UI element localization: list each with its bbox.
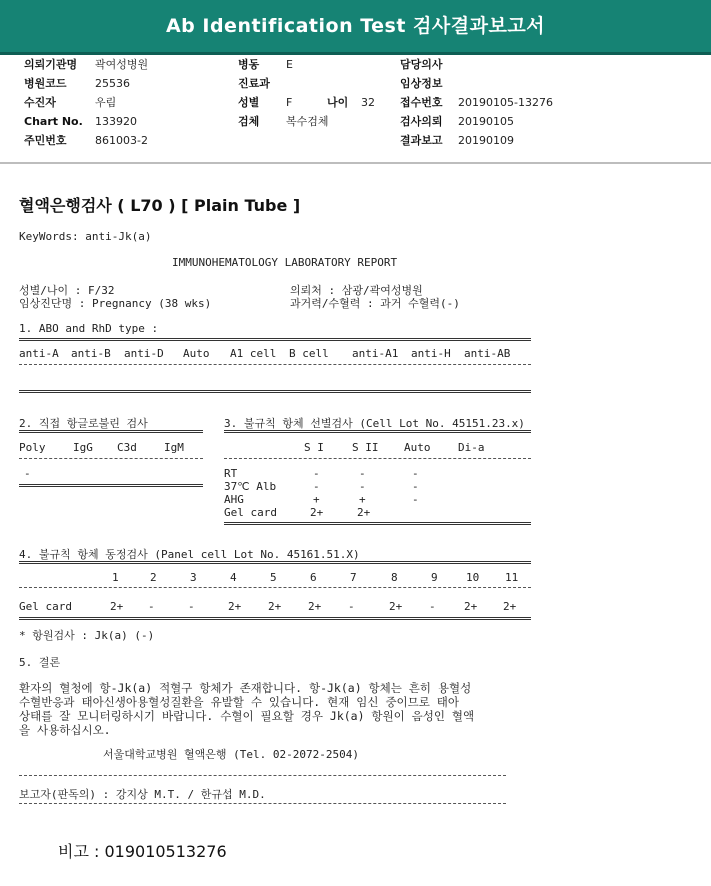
rule	[19, 364, 531, 365]
panel-cell: -	[429, 600, 436, 613]
rule	[224, 430, 531, 433]
screen-header: S II	[352, 441, 379, 454]
rule	[19, 617, 531, 620]
section-3-title: 3. 불규칙 항체 선별검사 (Cell Lot No. 45151.23.x)	[224, 417, 525, 430]
rule	[19, 390, 531, 393]
panel-col-header: 9	[431, 571, 438, 584]
info-label: 의뢰기관명	[24, 58, 78, 71]
divider	[0, 162, 711, 164]
panel-cell: -	[148, 600, 155, 613]
rule	[224, 458, 531, 459]
sex-age: 성별/나이 : F/32	[19, 284, 115, 297]
panel-cell: -	[188, 600, 195, 613]
panel-col-header: 5	[270, 571, 277, 584]
panel-col-header: 10	[466, 571, 480, 584]
dat-header: C3d	[117, 441, 137, 454]
screen-header: S I	[304, 441, 324, 454]
dat-header: IgM	[164, 441, 184, 454]
info-value: 861003-2	[95, 134, 148, 147]
panel-row-label: Gel card	[19, 600, 72, 613]
rule	[224, 522, 531, 525]
abo-header: B cell	[289, 347, 329, 360]
conclusion-line: 수혈반응과 태아신생아용혈성질환을 유발할 수 있습니다. 현재 임신 중이므로 태아	[19, 695, 460, 709]
rule	[19, 587, 531, 588]
panel-cell: 2+	[389, 600, 403, 613]
rule	[19, 803, 506, 804]
info-label: 검사의뢰	[400, 115, 443, 128]
info-value: 133920	[95, 115, 137, 128]
info-label: 접수번호	[400, 96, 443, 109]
panel-cell: 2+	[228, 600, 242, 613]
abo-header: anti-D	[124, 347, 164, 360]
conclusion-line: 상태를 잘 모니터링하시기 바랍니다. 수혈이 필요할 경우 Jk(a) 항원이 음성인 혈액	[19, 709, 475, 723]
screen-cell: -	[359, 467, 366, 480]
page-title: Ab Identification Test 검사결과보고서	[165, 15, 546, 37]
info-value: 20190105	[458, 115, 514, 128]
panel-col-header: 7	[350, 571, 357, 584]
abo-header: Auto	[183, 347, 210, 360]
screen-row-label: RT	[224, 467, 238, 480]
rule	[19, 775, 506, 776]
panel-col-header: 4	[230, 571, 237, 584]
remark: 비고 : 019010513276	[58, 842, 227, 861]
institution: 서울대학교병원 혈액은행 (Tel. 02-2072-2504)	[103, 748, 359, 761]
info-label: 진료과	[238, 77, 270, 90]
info-value: 복수검체	[286, 115, 329, 128]
info-label: 병동	[238, 58, 260, 71]
dat-header: Poly	[19, 441, 46, 454]
section-2-title: 2. 직접 항글로불린 검사	[19, 417, 148, 430]
report-title: 혈액은행검사 ( L70 ) [ Plain Tube ]	[19, 196, 301, 215]
screen-cell: +	[359, 493, 366, 506]
abo-header: anti-H	[411, 347, 451, 360]
abo-header: A1 cell	[230, 347, 277, 360]
screen-cell: -	[313, 467, 320, 480]
rule	[19, 430, 203, 433]
section-5-title: 5. 결론	[19, 656, 61, 669]
section-1-title: 1. ABO and RhD type :	[19, 322, 159, 335]
info-value: 20190105-13276	[458, 96, 553, 109]
panel-col-header: 11	[505, 571, 519, 584]
dat-header: IgG	[73, 441, 93, 454]
screen-row-label: AHG	[224, 493, 244, 506]
screen-cell: -	[412, 480, 419, 493]
info-label: 병원코드	[24, 77, 67, 90]
abo-header: anti-B	[71, 347, 111, 360]
rule	[19, 561, 531, 564]
lab-title: IMMUNOHEMATOLOGY LABORATORY REPORT	[172, 256, 398, 269]
screen-cell: -	[359, 480, 366, 493]
info-value: F	[286, 96, 293, 109]
panel-col-header: 3	[190, 571, 197, 584]
info-label: 담당의사	[400, 58, 443, 71]
rule	[19, 458, 203, 459]
antigen-test: * 항원검사 : Jk(a) (-)	[19, 629, 155, 642]
screen-cell: 2+	[310, 506, 324, 519]
keywords: KeyWords: anti-Jk(a)	[19, 230, 152, 243]
info-value: 곽여성병원	[95, 58, 149, 71]
info-value: 25536	[95, 77, 130, 90]
info-label: 임상정보	[400, 77, 443, 90]
panel-col-header: 1	[112, 571, 119, 584]
conclusion-line: 환자의 혈청에 항-Jk(a) 적혈구 항체가 존재합니다. 항-Jk(a) 항체는 흔히 용혈성	[19, 681, 472, 695]
info-label: 수진자	[24, 96, 56, 109]
panel-cell: 2+	[464, 600, 478, 613]
info-label: 검체	[238, 115, 260, 128]
info-value: 20190109	[458, 134, 514, 147]
info-label: 주민번호	[24, 134, 67, 147]
info-label: 성별	[238, 96, 260, 109]
rule	[19, 338, 531, 341]
rule	[19, 484, 203, 487]
patient-info	[0, 55, 711, 155]
info-value: 우림	[95, 96, 117, 109]
reporter: 보고자(판독의) : 강지상 M.T. / 한규섭 M.D.	[19, 788, 266, 801]
panel-cell: 2+	[308, 600, 322, 613]
info-label: Chart No.	[24, 115, 83, 128]
info-value: 32	[361, 96, 375, 109]
info-value: E	[286, 58, 293, 71]
screen-cell: -	[412, 467, 419, 480]
section-4-title: 4. 불규칙 항체 동정검사 (Panel cell Lot No. 45161.51.X)	[19, 548, 360, 561]
dat-result: -	[24, 467, 31, 480]
diagnosis: 임상진단명 : Pregnancy (38 wks)	[19, 297, 212, 310]
panel-cell: -	[348, 600, 355, 613]
screen-header: Auto	[404, 441, 431, 454]
abo-header: anti-A1	[352, 347, 399, 360]
screen-row-label: 37℃ Alb	[224, 480, 277, 493]
info-label: 나이	[327, 96, 349, 109]
requester: 의뢰처 : 삼광/곽여성병원	[290, 284, 423, 297]
panel-cell: 2+	[503, 600, 517, 613]
history: 과거력/수혈력 : 과거 수혈력(-)	[290, 297, 460, 310]
header-bar	[0, 0, 711, 55]
panel-cell: 2+	[110, 600, 124, 613]
scanned-report	[0, 166, 711, 886]
panel-col-header: 6	[310, 571, 317, 584]
panel-col-header: 8	[391, 571, 398, 584]
panel-cell: 2+	[268, 600, 282, 613]
panel-col-header: 2	[150, 571, 157, 584]
screen-cell: +	[313, 493, 320, 506]
info-label: 결과보고	[400, 134, 443, 147]
abo-header: anti-AB	[464, 347, 511, 360]
screen-header: Di-a	[458, 441, 485, 454]
screen-cell: -	[313, 480, 320, 493]
screen-row-label: Gel card	[224, 506, 277, 519]
screen-cell: -	[412, 493, 419, 506]
abo-header: anti-A	[19, 347, 59, 360]
conclusion-line: 을 사용하십시오.	[19, 723, 111, 737]
screen-cell: 2+	[357, 506, 371, 519]
